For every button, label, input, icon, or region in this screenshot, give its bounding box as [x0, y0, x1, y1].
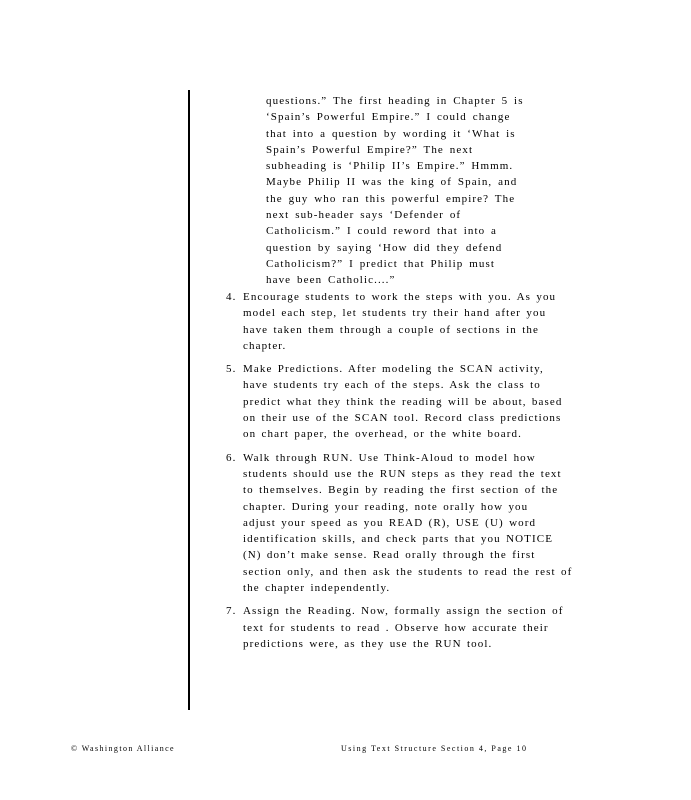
quote-line: questions.” The first heading in Chapter 5 is [266, 95, 524, 107]
quote-line: next sub-header says ‘Defender of [266, 209, 462, 222]
quote-line: Catholicism.” I could reword that into a [266, 225, 498, 238]
quote-line: subheading is ‘Philip II’s Empire.” Hmmm. [266, 160, 514, 173]
steps-list [226, 289, 573, 659]
step-line: predictions were, as they use the RUN tool. [243, 637, 493, 650]
step-line: students should use the RUN steps as they read the text [243, 467, 562, 480]
step-number: 5. [226, 363, 237, 376]
step-7 [226, 603, 564, 652]
quote-line: Catholicism?” I predict that Philip must [266, 257, 496, 270]
step-line: model each step, let students try their hand after you [243, 307, 547, 320]
margin-rule [188, 90, 190, 710]
step-line: Assign the Reading. Now, formally assign the section of [243, 605, 564, 618]
step-line: on chart paper, the overhead, or the white board. [243, 428, 522, 441]
step-6 [226, 450, 573, 597]
step-line: Encourage students to work the steps with you. As you [243, 291, 557, 303]
step-line: identification skills, and check parts that you NOTICE [243, 533, 554, 546]
step-line: text for students to read . Observe how accurate their [243, 621, 549, 634]
step-line: have students try each of the steps. Ask the class to [243, 379, 541, 392]
step-line: to themselves. Begin by reading the first section of the [243, 484, 559, 497]
think-aloud-quote [266, 93, 526, 289]
step-line: on their use of the SCAN tool. Record class predictions [243, 412, 562, 425]
step-line: section only, and then ask the students to read the rest of [243, 565, 573, 578]
step-4 [226, 289, 556, 354]
footer-copyright: © Washington Alliance [71, 744, 176, 753]
quote-line: the guy who ran this powerful empire? The [266, 192, 516, 205]
step-line: (N) don’t make sense. Read orally through the first [243, 549, 536, 562]
quote-line: Spain’s Powerful Empire?” The next [266, 143, 474, 156]
step-number: 7. [226, 605, 237, 618]
step-number: 4. [226, 291, 237, 303]
step-line: chapter. [243, 339, 287, 352]
step-line: predict what they think the reading will be about, based [243, 395, 563, 408]
footer-page-info: Using Text Structure Section 4, Page 10 [341, 744, 528, 753]
step-line: Walk through RUN. Use Think-Aloud to model how [243, 451, 536, 464]
step-line: chapter. During your reading, note orally how you [243, 500, 529, 513]
quote-line: that into a question by wording it ‘What is [266, 127, 516, 140]
step-line: Make Predictions. After modeling the SCAN activity, [243, 363, 544, 376]
quote-line: Maybe Philip II was the king of Spain, and [266, 176, 518, 189]
step-number: 6. [226, 451, 237, 464]
step-5 [226, 361, 563, 442]
step-line: the chapter independently. [243, 582, 391, 595]
quote-line: have been Catholic....” [266, 274, 396, 287]
quote-line: question by saying ‘How did they defend [266, 241, 503, 254]
quote-line: ‘Spain’s Powerful Empire.” I could change [266, 111, 511, 124]
step-line: adjust your speed as you READ (R), USE (U) word [243, 516, 537, 529]
step-line: have taken them through a couple of sections in the [243, 323, 539, 336]
